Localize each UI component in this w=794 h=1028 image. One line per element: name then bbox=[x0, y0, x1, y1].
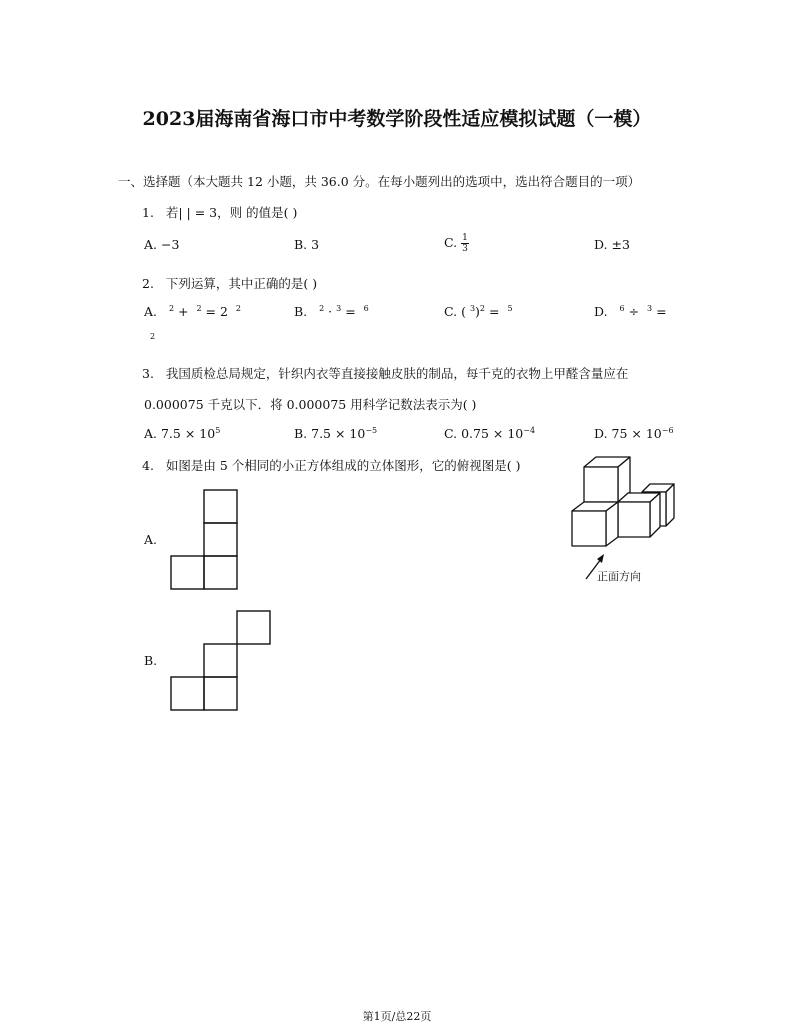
q3-option-a bbox=[144, 426, 220, 441]
exponent: 2 bbox=[196, 304, 202, 313]
exponent: 2 bbox=[168, 304, 175, 313]
paren: ) bbox=[475, 304, 480, 319]
question-text: 下列运算，其中正确的是( ) bbox=[165, 276, 318, 291]
question-number: 2. bbox=[142, 276, 154, 291]
option-text: C. 0.75 × 10 bbox=[444, 426, 524, 441]
page-title: 2023届海南省海口市中考数学阶段性适应模拟试题（一模） bbox=[142, 108, 652, 130]
q4-option-a-figure bbox=[170, 489, 240, 590]
q4-option-a-label: A. bbox=[144, 532, 158, 547]
option-label: C. bbox=[444, 235, 458, 250]
fraction-numerator: 1 bbox=[462, 233, 468, 243]
exponent: 3 bbox=[647, 304, 653, 313]
question-1 bbox=[142, 203, 297, 221]
section-heading bbox=[118, 172, 640, 190]
option-label: D. bbox=[594, 304, 608, 319]
question-number: 4. bbox=[142, 458, 154, 473]
exponent: −6 bbox=[661, 426, 674, 435]
question-text-line-1: 我国质检总局规定，针织内衣等直接接触皮肤的制品，每千克的衣物上甲醛含量应在 bbox=[165, 366, 629, 381]
operator: = bbox=[345, 304, 356, 319]
option-label: A. bbox=[144, 304, 158, 319]
exponent: 6 bbox=[363, 304, 369, 313]
fraction-denominator: 3 bbox=[462, 244, 468, 254]
exponent: −4 bbox=[523, 426, 536, 435]
exponent: −5 bbox=[365, 426, 378, 435]
option-text: D. 75 × 10 bbox=[594, 426, 662, 441]
q1-option-d: D. ±3 bbox=[594, 237, 630, 252]
question-text: 如图是由 5 个相同的小正方体组成的立体图形，它的俯视图是( ) bbox=[165, 458, 521, 473]
question-4 bbox=[142, 456, 521, 474]
question-3 bbox=[142, 364, 628, 382]
q2-option-d-wrap: 2 bbox=[150, 332, 156, 341]
figure-caption: 正面方向 bbox=[597, 570, 641, 583]
exponent: 3 bbox=[336, 304, 342, 313]
page-footer: 第1页/总22页 bbox=[362, 1010, 432, 1023]
question-number: 3. bbox=[142, 366, 154, 381]
option-text: B. 7.5 × 10 bbox=[294, 426, 366, 441]
option-label: B. bbox=[294, 304, 308, 319]
exponent: 2 bbox=[319, 304, 325, 313]
q2-option-a bbox=[144, 304, 241, 319]
q3-option-b bbox=[294, 426, 377, 441]
q1-option-b: B. 3 bbox=[294, 237, 320, 252]
exponent: 5 bbox=[507, 304, 513, 313]
q4-option-b-figure bbox=[170, 610, 272, 711]
option-text: A. 7.5 × 10 bbox=[144, 426, 216, 441]
operator: = bbox=[656, 304, 667, 319]
q1-option-c bbox=[444, 233, 469, 254]
exponent: 2 bbox=[479, 304, 486, 313]
exponent: 3 bbox=[469, 304, 476, 313]
operator: = bbox=[489, 304, 500, 319]
operator: + bbox=[178, 304, 189, 319]
exponent: 5 bbox=[215, 426, 221, 435]
q2-option-d bbox=[594, 304, 667, 319]
operator: = 2 bbox=[205, 304, 228, 319]
exponent: 2 bbox=[235, 304, 241, 313]
operator: ÷ bbox=[628, 304, 640, 319]
fraction bbox=[461, 233, 469, 254]
question-text: 若| | = 3，则 的值是( ) bbox=[165, 205, 298, 220]
question-2 bbox=[142, 274, 317, 292]
q3-option-c bbox=[444, 426, 535, 441]
question-number: 1. bbox=[142, 205, 154, 220]
q2-option-b bbox=[294, 304, 369, 319]
q4-option-b-label: B. bbox=[144, 653, 158, 668]
q1-option-a: A. −3 bbox=[144, 237, 180, 252]
option-label: C. ( bbox=[444, 304, 466, 319]
section-info: （本大题共 12 小题，共 36.0 分。在每小题列出的选项中，选出符合题目的一项） bbox=[180, 174, 641, 189]
exponent: 6 bbox=[619, 304, 625, 313]
q2-option-c bbox=[444, 304, 513, 319]
operator: · bbox=[328, 304, 333, 319]
q3-option-d bbox=[594, 426, 674, 441]
section-label: 一、选择题 bbox=[118, 174, 181, 189]
question-text-line-2: 0.000075 千克以下．将 0.000075 用科学记数法表示为( ) bbox=[144, 397, 477, 412]
